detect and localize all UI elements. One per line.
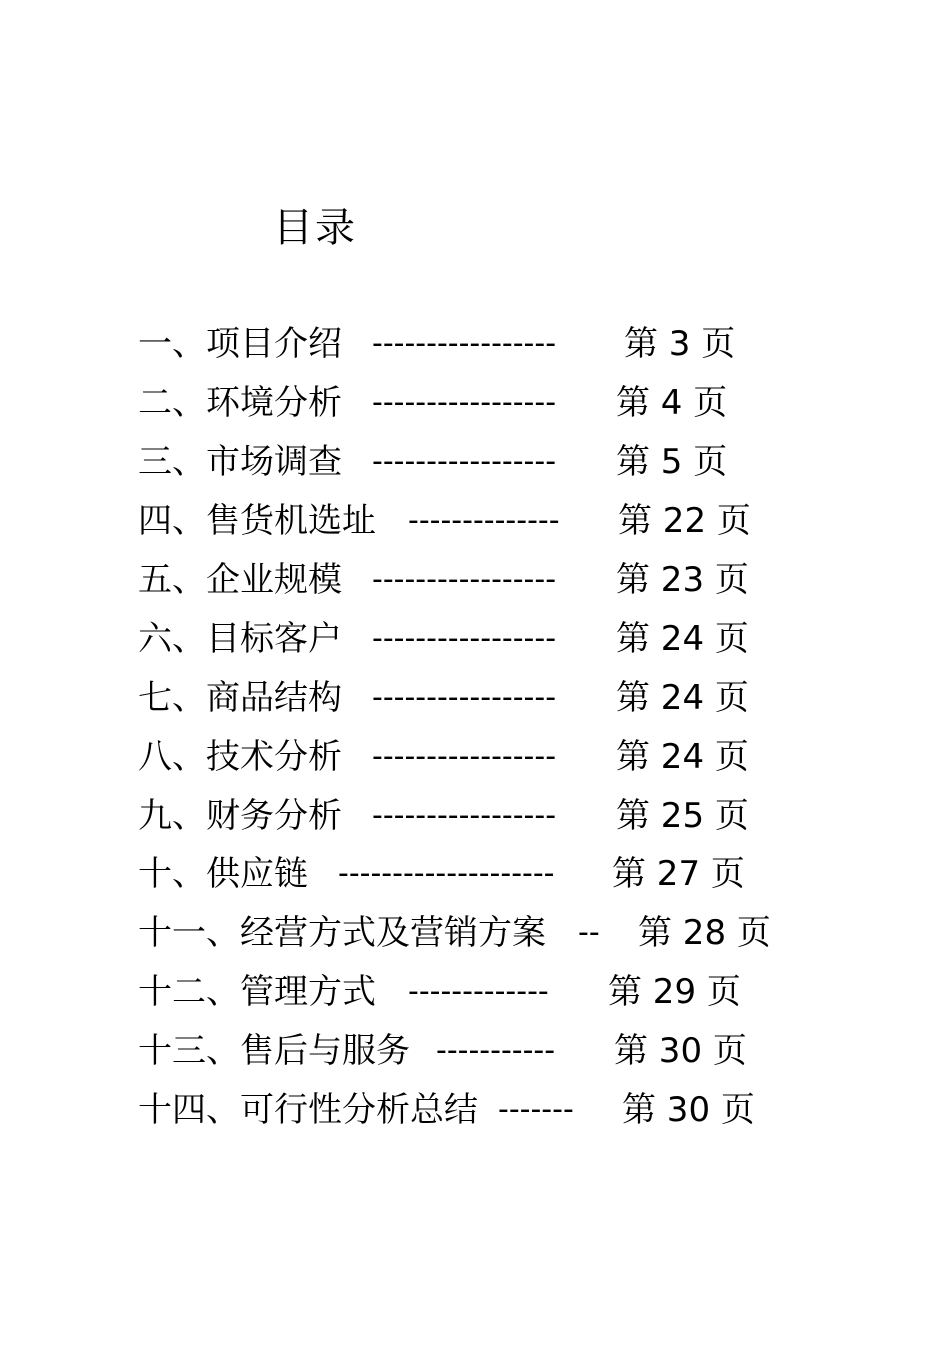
- toc-entry-leader: -----------------: [372, 326, 557, 361]
- toc-entry-leader: -----------------: [372, 739, 557, 774]
- toc-entry-label: 十四、可行性分析总结: [138, 1090, 478, 1130]
- toc-entry-label: 八、技术分析: [138, 737, 342, 777]
- toc-entry-label: 十三、售后与服务: [138, 1031, 410, 1071]
- toc-entry-leader: -----------: [436, 1033, 556, 1068]
- toc-entry-leader: -----------------: [372, 621, 557, 656]
- toc-entry-leader: -----------------: [372, 444, 557, 479]
- toc-entry-page: 第 4 页: [616, 383, 728, 423]
- toc-entry-page: 第 24 页: [616, 678, 749, 718]
- page-title: 目录: [273, 205, 357, 251]
- toc-entry-label: 一、项目介绍: [138, 324, 342, 364]
- toc-entry-page: 第 28 页: [638, 913, 771, 953]
- toc-entry-label: 九、财务分析: [138, 796, 342, 836]
- toc-entry-leader: --------------------: [338, 856, 555, 891]
- toc-entry-page: 第 27 页: [612, 854, 745, 894]
- toc-entry-label: 十、供应链: [138, 854, 308, 894]
- toc-entry-page: 第 24 页: [616, 737, 749, 777]
- toc-entry-label: 十一、经营方式及营销方案: [138, 913, 546, 953]
- toc-entry-label: 七、商品结构: [138, 678, 342, 718]
- toc-entry-label: 二、环境分析: [138, 383, 342, 423]
- toc-entry-label: 三、市场调查: [138, 442, 342, 482]
- toc-entry-page: 第 30 页: [614, 1031, 747, 1071]
- toc-entry-page: 第 30 页: [622, 1090, 755, 1130]
- toc-entry-leader: --------------: [408, 503, 560, 538]
- toc-entry-page: 第 29 页: [608, 972, 741, 1012]
- toc-entry-label: 五、企业规模: [138, 560, 342, 600]
- toc-entry-page: 第 22 页: [618, 501, 751, 541]
- toc-entry-leader: --: [578, 915, 600, 950]
- toc-entry-leader: -------------: [408, 974, 549, 1009]
- toc-entry-page: 第 3 页: [624, 324, 736, 364]
- toc-entry-page: 第 5 页: [616, 442, 728, 482]
- toc-entry-leader: -----------------: [372, 680, 557, 715]
- toc-entry-label: 四、售货机选址: [138, 501, 376, 541]
- toc-entry-leader: -------: [498, 1092, 574, 1127]
- toc-entry-page: 第 25 页: [616, 796, 749, 836]
- toc-entry-leader: -----------------: [372, 385, 557, 420]
- toc-entry-label: 十二、管理方式: [138, 972, 376, 1012]
- toc-entry-leader: -----------------: [372, 562, 557, 597]
- toc-entry-page: 第 23 页: [616, 560, 749, 600]
- toc-entry-label: 六、目标客户: [138, 619, 342, 659]
- toc-entry-leader: -----------------: [372, 798, 557, 833]
- toc-entry-page: 第 24 页: [616, 619, 749, 659]
